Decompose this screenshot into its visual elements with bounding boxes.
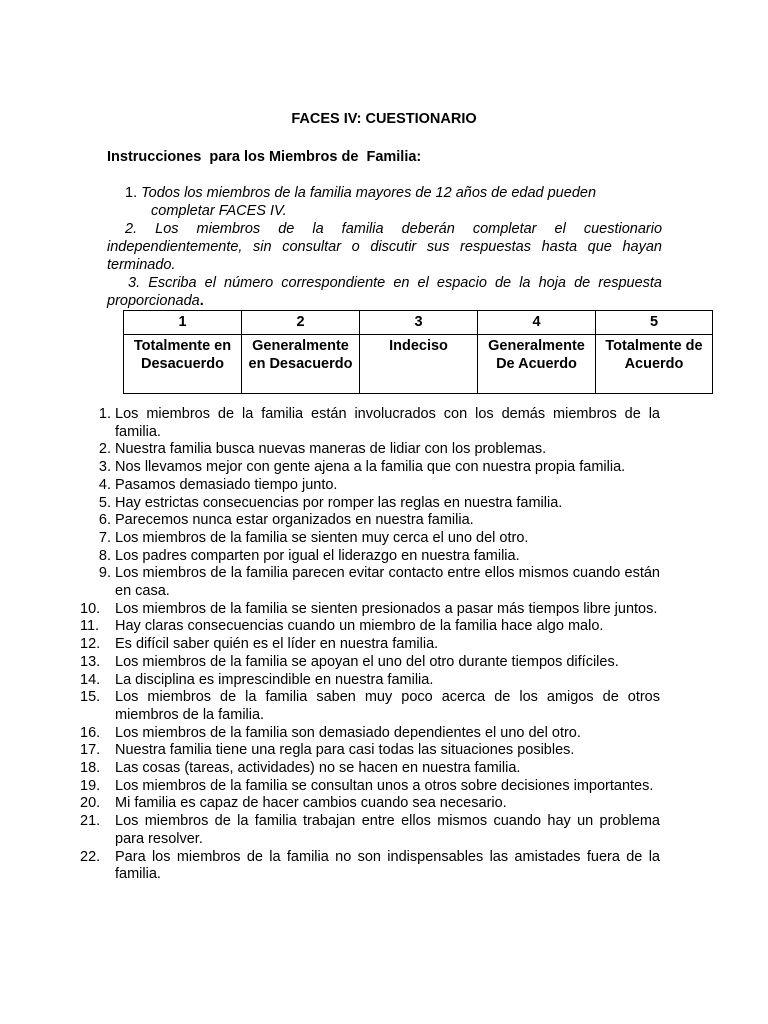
instruction-text: Todos los miembros de la familia mayores de 12 años de edad pueden — [141, 185, 597, 201]
question-number: 21. — [80, 813, 101, 830]
question-text: Los miembros de la familia saben muy poco acerca de los amigos de otros miembros de la familia. — [115, 689, 660, 723]
instruction-text-continued: completar FACES IV. — [151, 203, 287, 219]
question-item — [80, 495, 660, 513]
question-item — [80, 672, 660, 690]
question-text: Los miembros de la familia trabajan entre ellos mismos cuando hay un problema para resolver. — [115, 813, 660, 847]
instructions-heading: Instrucciones para los Miembros de Familia: — [107, 149, 422, 165]
question-number: 16. — [80, 724, 101, 741]
question-number: 6. — [98, 512, 111, 529]
question-number: 8. — [98, 547, 111, 564]
question-item — [80, 530, 660, 548]
question-item — [80, 406, 660, 441]
question-text: Los padres comparten por igual el liderazgo en nuestra familia. — [115, 547, 520, 564]
question-text: Nuestra familia busca nuevas maneras de lidiar con los problemas. — [115, 441, 547, 458]
instruction-number: 2. — [125, 221, 138, 237]
question-item — [80, 654, 660, 672]
question-item — [80, 742, 660, 760]
question-item — [80, 849, 660, 884]
scale-number: 3 — [360, 311, 478, 335]
scale-label: Generalmente De Acuerdo — [478, 335, 596, 394]
instruction-item — [107, 220, 662, 274]
scale-number: 4 — [478, 311, 596, 335]
scale-label: Totalmente en Desacuerdo — [124, 335, 242, 394]
page-title: FACES IV: CUESTIONARIO — [291, 111, 477, 127]
question-text: Mi familia es capaz de hacer cambios cuando sea necesario. — [115, 795, 507, 812]
question-item — [80, 689, 660, 724]
question-number: 18. — [80, 760, 101, 777]
question-number: 13. — [80, 653, 101, 670]
scale-number-row — [124, 311, 713, 335]
question-text: Los miembros de la familia se sienten muy cerca el uno del otro. — [115, 529, 529, 546]
scale-number: 2 — [242, 311, 360, 335]
question-text: Los miembros de la familia se apoyan el uno del otro durante tiempos difíciles. — [115, 653, 619, 670]
question-item — [80, 565, 660, 600]
scale-label: Totalmente de Acuerdo — [596, 335, 713, 394]
scale-number: 1 — [124, 311, 242, 335]
question-item — [80, 760, 660, 778]
question-item — [80, 459, 660, 477]
scale-label: Indeciso — [360, 335, 478, 394]
instruction-text: Los miembros de la familia deberán completar el cuestionario independientemente, sin consultar o discutir sus respuestas hasta que hayan terminado. — [107, 221, 663, 273]
question-list — [80, 406, 660, 884]
question-item — [80, 441, 660, 459]
question-number: 9. — [98, 565, 111, 582]
question-item — [80, 778, 660, 796]
question-text: Nuestra familia tiene una regla para casi todas las situaciones posibles. — [115, 742, 575, 759]
instruction-number: 3. — [128, 275, 141, 291]
question-number: 19. — [80, 777, 101, 794]
question-number: 14. — [80, 671, 101, 688]
question-text: Los miembros de la familia están involucrados con los demás miembros de la familia. — [115, 406, 660, 440]
instruction-end-mark: . — [199, 293, 204, 309]
question-item — [80, 636, 660, 654]
question-text: Pasamos demasiado tiempo junto. — [115, 476, 338, 493]
response-scale-table — [123, 310, 713, 394]
instruction-item — [107, 274, 662, 310]
instruction-item — [107, 184, 662, 220]
instruction-text: Escriba el número correspondiente en el espacio de la hoja de respuesta proporcionada — [107, 275, 662, 309]
scale-label-row — [124, 335, 713, 394]
question-number: 20. — [80, 795, 101, 812]
question-text: Es difícil saber quién es el líder en nuestra familia. — [115, 636, 439, 653]
question-number: 15. — [80, 689, 101, 706]
question-text: Para los miembros de la familia no son indispensables las amistades fuera de la familia. — [115, 848, 660, 883]
question-number: 4. — [98, 476, 111, 493]
question-number: 1. — [98, 406, 111, 422]
question-number: 5. — [98, 494, 111, 511]
question-item — [80, 618, 660, 636]
question-item — [80, 795, 660, 813]
question-number: 12. — [80, 636, 101, 653]
question-number: 11. — [80, 618, 100, 635]
question-item — [80, 477, 660, 495]
question-item — [80, 725, 660, 743]
question-text: La disciplina es imprescindible en nuestra familia. — [115, 671, 434, 688]
question-text: Los miembros de la familia se consultan unos a otros sobre decisiones importantes. — [115, 777, 654, 794]
question-number: 22. — [80, 848, 101, 865]
question-text: Las cosas (tareas, actividades) no se hacen en nuestra familia. — [115, 760, 521, 777]
scale-number: 5 — [596, 311, 713, 335]
question-number: 17. — [80, 742, 101, 759]
question-text: Parecemos nunca estar organizados en nuestra familia. — [115, 512, 474, 529]
question-number: 7. — [98, 529, 111, 546]
question-item — [80, 813, 660, 848]
scale-label: Generalmente en Desacuerdo — [242, 335, 360, 394]
instruction-number: 1. — [125, 185, 138, 201]
question-number: 2. — [98, 441, 111, 458]
question-text: Los miembros de la familia parecen evitar contacto entre ellos mismos cuando están en casa. — [115, 565, 660, 600]
question-text: Los miembros de la familia se sienten presionados a pasar más tiempos libre juntos. — [115, 600, 658, 617]
question-text: Hay estrictas consecuencias por romper las reglas en nuestra familia. — [115, 494, 563, 511]
question-number: 3. — [98, 459, 111, 476]
question-text: Hay claras consecuencias cuando un miembro de la familia hace algo malo. — [115, 618, 604, 635]
question-text: Los miembros de la familia son demasiado dependientes el uno del otro. — [115, 724, 581, 741]
question-text: Nos llevamos mejor con gente ajena a la familia que con nuestra propia familia. — [115, 459, 626, 476]
question-item — [80, 512, 660, 530]
question-item — [80, 548, 660, 566]
instructions-block — [107, 184, 662, 310]
question-number: 10. — [80, 600, 101, 617]
question-item — [80, 601, 660, 619]
